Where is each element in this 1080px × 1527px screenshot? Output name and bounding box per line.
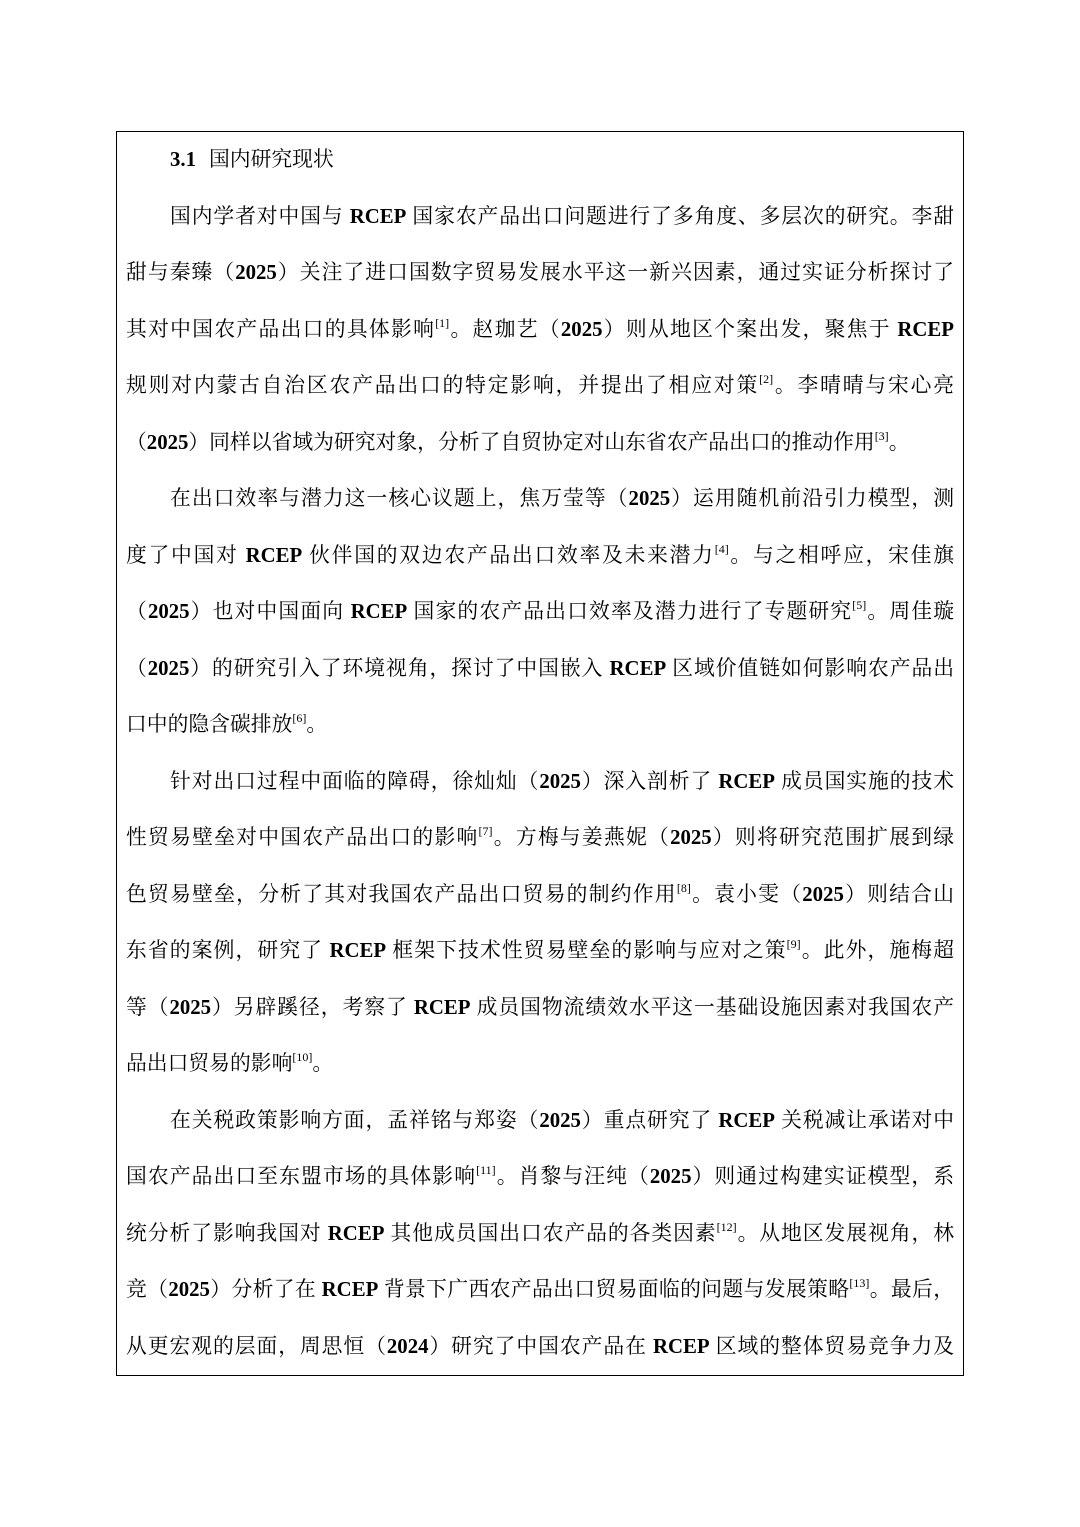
latin-term: RCEP	[321, 1278, 379, 1301]
latin-term: RCEP	[350, 600, 408, 623]
paragraph-line: 口中的隐含碳排放[6]。	[126, 711, 328, 736]
latin-term: RCEP	[718, 769, 775, 793]
content-frame	[116, 131, 964, 1376]
citation-marker: [13]	[849, 1276, 870, 1290]
latin-term: RCEP	[897, 317, 955, 341]
citation-marker: [10]	[292, 1050, 313, 1064]
latin-term: RCEP	[413, 995, 471, 1019]
paragraph-line: 品出口贸易的影响[10]。	[126, 1050, 334, 1075]
latin-term: 2025	[169, 995, 212, 1019]
paragraph-line: 色贸易壁垒，分析了其对我国农产品出口贸易的制约作用[8]。袁小雯（2025）则结合山	[126, 880, 955, 906]
paragraph-1	[126, 189, 954, 472]
latin-term: RCEP	[609, 656, 667, 680]
latin-term: RCEP	[327, 1221, 385, 1245]
paragraph-line: （2025）的研究引入了环境视角，探讨了中国嵌入 RCEP 区域价值链如何影响农产品出	[126, 656, 954, 680]
citation-marker: [11]	[476, 1163, 496, 1177]
latin-term: 2025	[628, 487, 671, 510]
section-heading	[126, 132, 954, 189]
citation-marker: [6]	[292, 711, 307, 725]
paragraph-line: 在出口效率与潜力这一核心议题上，焦万莹等（2025）运用随机前沿引力模型，测	[170, 487, 955, 510]
citation-marker: [4]	[714, 541, 729, 556]
paragraph-line: 规则对内蒙古自治区农产品出口的特定影响，并提出了相应对策[2]。李晴晴与宋心亮	[126, 372, 954, 397]
latin-term: 2025	[539, 1108, 581, 1132]
citation-marker: [8]	[676, 880, 691, 895]
citation-marker: [2]	[759, 372, 774, 386]
latin-term: 2025	[146, 430, 189, 454]
latin-term: 2025	[168, 1278, 210, 1301]
paragraph-line: 从更宏观的层面，周思恒（2024）研究了中国农产品在 RCEP 区域的整体贸易竞争力及	[126, 1334, 955, 1358]
paragraph-line: 统分析了影响我国对 RCEP 其他成员国出口农产品的各类因素[12]。从地区发展视角，林	[126, 1219, 955, 1245]
section-title: 国内研究现状	[209, 148, 334, 171]
paragraph-line: 度了中国对 RCEP 伙伴国的双边农产品出口效率及未来潜力[4]。与之相呼应，宋佳旗	[126, 541, 955, 567]
latin-term: RCEP	[718, 1108, 775, 1132]
paragraph-line: 性贸易壁垒对中国农产品出口的影响[7]。方梅与姜燕妮（2025）则将研究范围扩展到绿	[126, 824, 955, 849]
latin-term: RCEP	[329, 939, 387, 962]
paragraph-line: 甜与秦臻（2025）关注了进口国数字贸易发展水平这一新兴因素，通过实证分析探讨了	[126, 261, 955, 284]
latin-term: 2025	[147, 600, 190, 623]
latin-term: RCEP	[349, 204, 407, 228]
paragraph-line: 东省的案例，研究了 RCEP 框架下技术性贸易壁垒的影响与应对之策[9]。此外，施梅超	[126, 937, 955, 962]
latin-term: 2025	[235, 261, 277, 284]
latin-term: 2025	[649, 1165, 692, 1188]
paragraph-line: 等（2025）另辟蹊径，考察了 RCEP 成员国物流绩效水平这一基础设施因素对我国农产	[126, 995, 955, 1019]
section-number: 3.1	[170, 148, 196, 171]
latin-term: RCEP	[653, 1334, 710, 1358]
latin-term: 2025	[802, 882, 844, 906]
paragraph-line: 竞（2025）分析了在 RCEP 背景下广西农产品出口贸易面临的问题与发展策略[13]。最后，	[126, 1276, 955, 1301]
paragraph-line: （2025）也对中国面向 RCEP 国家的农产品出口效率及潜力进行了专题研究[5]。周佳璇	[126, 598, 954, 623]
paragraph-3	[126, 754, 954, 1093]
paragraph-line: 在关税政策影响方面，孟祥铭与郑姿（2025）重点研究了 RCEP 关税减让承诺对中	[170, 1108, 955, 1132]
citation-marker: [3]	[874, 428, 889, 443]
latin-term: 2025	[539, 769, 581, 793]
paragraph-line: 国农产品出口至东盟市场的具体影响[11]。肖黎与汪纯（2025）则通过构建实证模型，系	[126, 1163, 955, 1188]
citation-marker: [9]	[786, 937, 801, 951]
citation-marker: [5]	[852, 598, 867, 612]
citation-marker: [12]	[716, 1219, 737, 1234]
latin-term: 2025	[670, 826, 712, 849]
paragraph-line: 国内学者对中国与 RCEP 国家农产品出口问题进行了多角度、多层次的研究。李甜	[170, 204, 954, 228]
latin-term: RCEP	[245, 543, 303, 567]
latin-term: 2025	[560, 317, 603, 341]
paragraph-line: 其对中国农产品出口的具体影响[1]。赵珈艺（2025）则从地区个案出发，聚焦于 RCEP	[126, 315, 955, 341]
citation-marker: [1]	[435, 315, 450, 330]
paragraph-2	[126, 471, 954, 754]
paragraph-line: 针对出口过程中面临的障碍，徐灿灿（2025）深入剖析了 RCEP 成员国实施的技术	[170, 769, 955, 793]
latin-term: 2025	[147, 656, 190, 680]
citation-marker: [7]	[478, 824, 493, 838]
latin-term: 2024	[386, 1334, 429, 1358]
paragraph-line: （2025）同样以省域为研究对象，分析了自贸协定对山东省农产品出口的推动作用[3]。	[126, 428, 910, 454]
paragraph-4	[126, 1093, 954, 1376]
